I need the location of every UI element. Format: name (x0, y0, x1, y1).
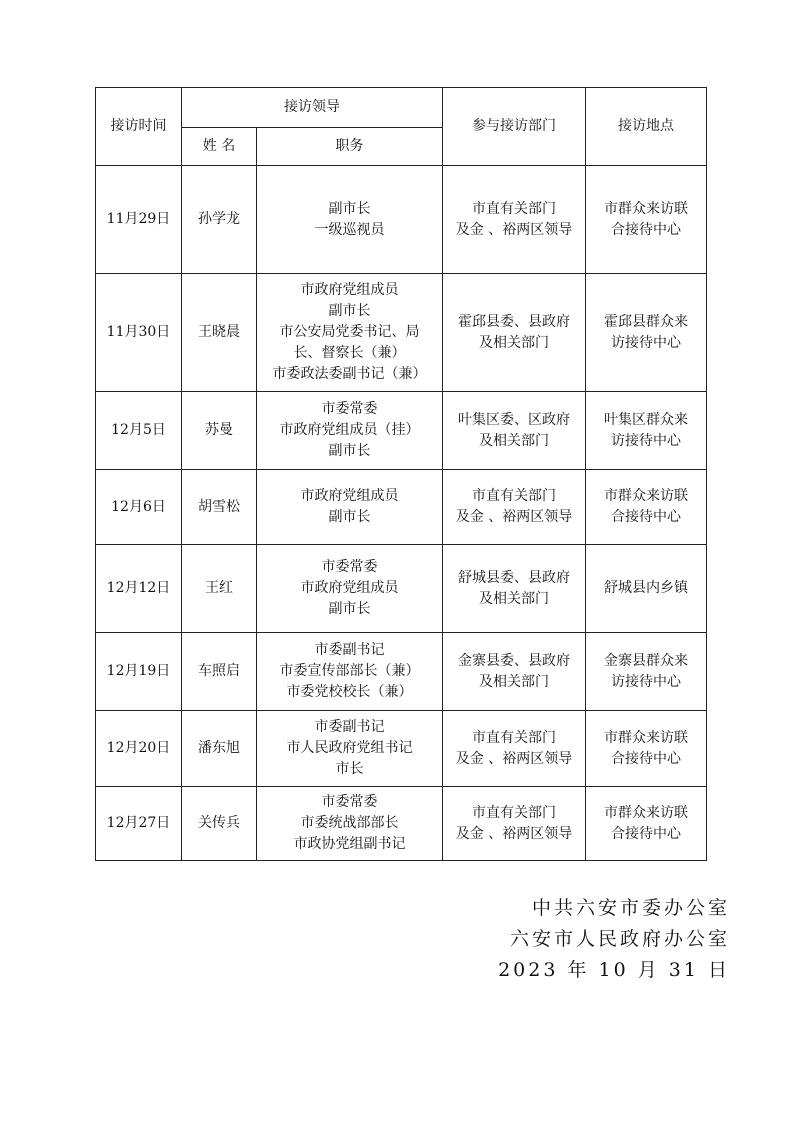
cell-name: 车照启 (182, 633, 257, 711)
cell-place-line: 合接待中心 (611, 750, 681, 767)
table-row (96, 633, 707, 711)
cell-dept-line: 及相关部门 (479, 673, 549, 690)
cell-position-line: 副市长 (328, 509, 371, 525)
table-row (96, 166, 707, 274)
cell-position-line: 副市长 (328, 601, 371, 617)
cell-position-line: 长、督察长（兼） (293, 345, 406, 361)
table-row (96, 392, 707, 470)
cell-date: 12月19日 (96, 633, 182, 711)
cell-position-line: 市委副书记 (314, 642, 385, 658)
cell-place-line: 市群众来访联 (604, 804, 688, 821)
cell-place-line: 访接待中心 (611, 334, 681, 351)
header-leader: 接访领导 (182, 88, 443, 128)
cell-name: 王晓晨 (182, 274, 257, 392)
cell-position (257, 545, 443, 633)
cell-name: 潘东旭 (182, 711, 257, 787)
cell-dept (443, 711, 586, 787)
cell-position (257, 711, 443, 787)
signature-block (410, 893, 730, 986)
cell-name: 苏曼 (182, 392, 257, 470)
signature-date: 2023 年 10 月 31 日 (498, 959, 730, 981)
cell-place (586, 711, 707, 787)
signature-org-gov: 六安市人民政府办公室 (509, 928, 730, 950)
cell-dept-line: 霍邱县委、县政府 (458, 313, 570, 330)
cell-position (257, 274, 443, 392)
cell-position-line: 市政协党组副书记 (293, 836, 406, 852)
cell-date: 12月20日 (96, 711, 182, 787)
header-position: 职务 (257, 128, 443, 166)
cell-dept (443, 633, 586, 711)
cell-dept (443, 392, 586, 470)
cell-dept-line: 及相关部门 (479, 590, 549, 607)
cell-place (586, 274, 707, 392)
cell-date: 11月30日 (96, 274, 182, 392)
cell-dept (443, 470, 586, 545)
cell-position-line: 市委党校校长（兼） (286, 684, 413, 700)
cell-place-line: 访接待中心 (611, 432, 681, 449)
cell-place-line: 叶集区群众来 (604, 411, 688, 428)
cell-dept-line: 市直有关部门 (472, 804, 556, 821)
cell-place-line: 市群众来访联 (604, 200, 688, 217)
cell-name: 孙学龙 (182, 166, 257, 274)
cell-position-line: 市公安局党委书记、局 (279, 324, 420, 340)
header-place: 接访地点 (586, 88, 707, 166)
cell-position-line: 市委副书记 (314, 719, 385, 735)
cell-date: 12月12日 (96, 545, 182, 633)
cell-position-line: 市委常委 (321, 559, 378, 575)
table-row (96, 711, 707, 787)
cell-dept-line: 及金 、裕两区领导 (455, 825, 573, 842)
cell-dept-line: 及相关部门 (479, 432, 549, 449)
cell-dept (443, 787, 586, 861)
cell-dept (443, 274, 586, 392)
header-time: 接访时间 (96, 88, 182, 166)
cell-position-line: 副市长 (328, 200, 371, 217)
cell-dept-line: 金寨县委、县政府 (458, 652, 570, 669)
cell-position (257, 166, 443, 274)
cell-date: 12月6日 (96, 470, 182, 545)
cell-date: 12月27日 (96, 787, 182, 861)
table-row (96, 545, 707, 633)
cell-place-line: 金寨县群众来 (604, 652, 688, 669)
cell-dept-line: 及金 、裕两区领导 (455, 750, 573, 767)
cell-position-line: 市政府党组成员 (300, 282, 399, 298)
cell-position (257, 392, 443, 470)
cell-date: 11月29日 (96, 166, 182, 274)
cell-place-line: 合接待中心 (611, 509, 681, 525)
table-row (96, 787, 707, 861)
cell-place (586, 787, 707, 861)
cell-position-line: 市政府党组成员 (300, 488, 399, 504)
cell-place-line: 舒城县内乡镇 (604, 580, 688, 596)
cell-dept (443, 545, 586, 633)
cell-name: 王红 (182, 545, 257, 633)
cell-position-line: 市委常委 (321, 401, 378, 417)
cell-place-line: 合接待中心 (611, 825, 681, 842)
cell-position (257, 470, 443, 545)
cell-position-line: 市委宣传部部长（兼） (279, 663, 420, 679)
cell-dept-line: 市直有关部门 (472, 729, 556, 746)
cell-name: 关传兵 (182, 787, 257, 861)
cell-position-line: 市政府党组成员 (300, 580, 399, 596)
cell-position-line: 副市长 (328, 303, 371, 319)
header-dept: 参与接访部门 (443, 88, 586, 166)
cell-position-line: 市人民政府党组书记 (286, 740, 413, 756)
cell-dept-line: 及金 、裕两区领导 (455, 221, 573, 238)
cell-position-line: 市政府党组成员（挂） (279, 422, 420, 438)
cell-position-line: 市委政法委副书记（兼） (272, 366, 427, 382)
schedule-table (95, 87, 707, 861)
cell-dept (443, 166, 586, 274)
cell-name: 胡雪松 (182, 470, 257, 545)
cell-position-line: 副市长 (328, 443, 371, 459)
cell-place-line: 霍邱县群众来 (604, 313, 688, 330)
cell-date: 12月5日 (96, 392, 182, 470)
cell-dept-line: 市直有关部门 (472, 200, 556, 217)
cell-position-line: 市委统战部部长 (300, 815, 399, 831)
cell-place (586, 392, 707, 470)
cell-place-line: 访接待中心 (611, 673, 681, 690)
cell-dept-line: 市直有关部门 (472, 488, 556, 504)
cell-position-line: 一级巡视员 (314, 221, 385, 238)
cell-place-line: 市群众来访联 (604, 488, 688, 504)
signature-org-party: 中共六安市委办公室 (531, 897, 730, 919)
cell-dept-line: 及相关部门 (479, 334, 549, 351)
cell-dept-line: 及金 、裕两区领导 (455, 509, 573, 525)
cell-place (586, 470, 707, 545)
cell-place-line: 合接待中心 (611, 221, 681, 238)
table-row (96, 274, 707, 392)
cell-position-line: 市长 (335, 761, 364, 777)
cell-place (586, 545, 707, 633)
cell-position (257, 787, 443, 861)
cell-place (586, 633, 707, 711)
cell-dept-line: 叶集区委、区政府 (458, 411, 570, 428)
cell-position (257, 633, 443, 711)
cell-place (586, 166, 707, 274)
cell-place-line: 市群众来访联 (604, 729, 688, 746)
table-row (96, 470, 707, 545)
cell-dept-line: 舒城县委、县政府 (458, 569, 570, 586)
header-name: 姓 名 (182, 128, 257, 166)
cell-position-line: 市委常委 (321, 794, 378, 810)
